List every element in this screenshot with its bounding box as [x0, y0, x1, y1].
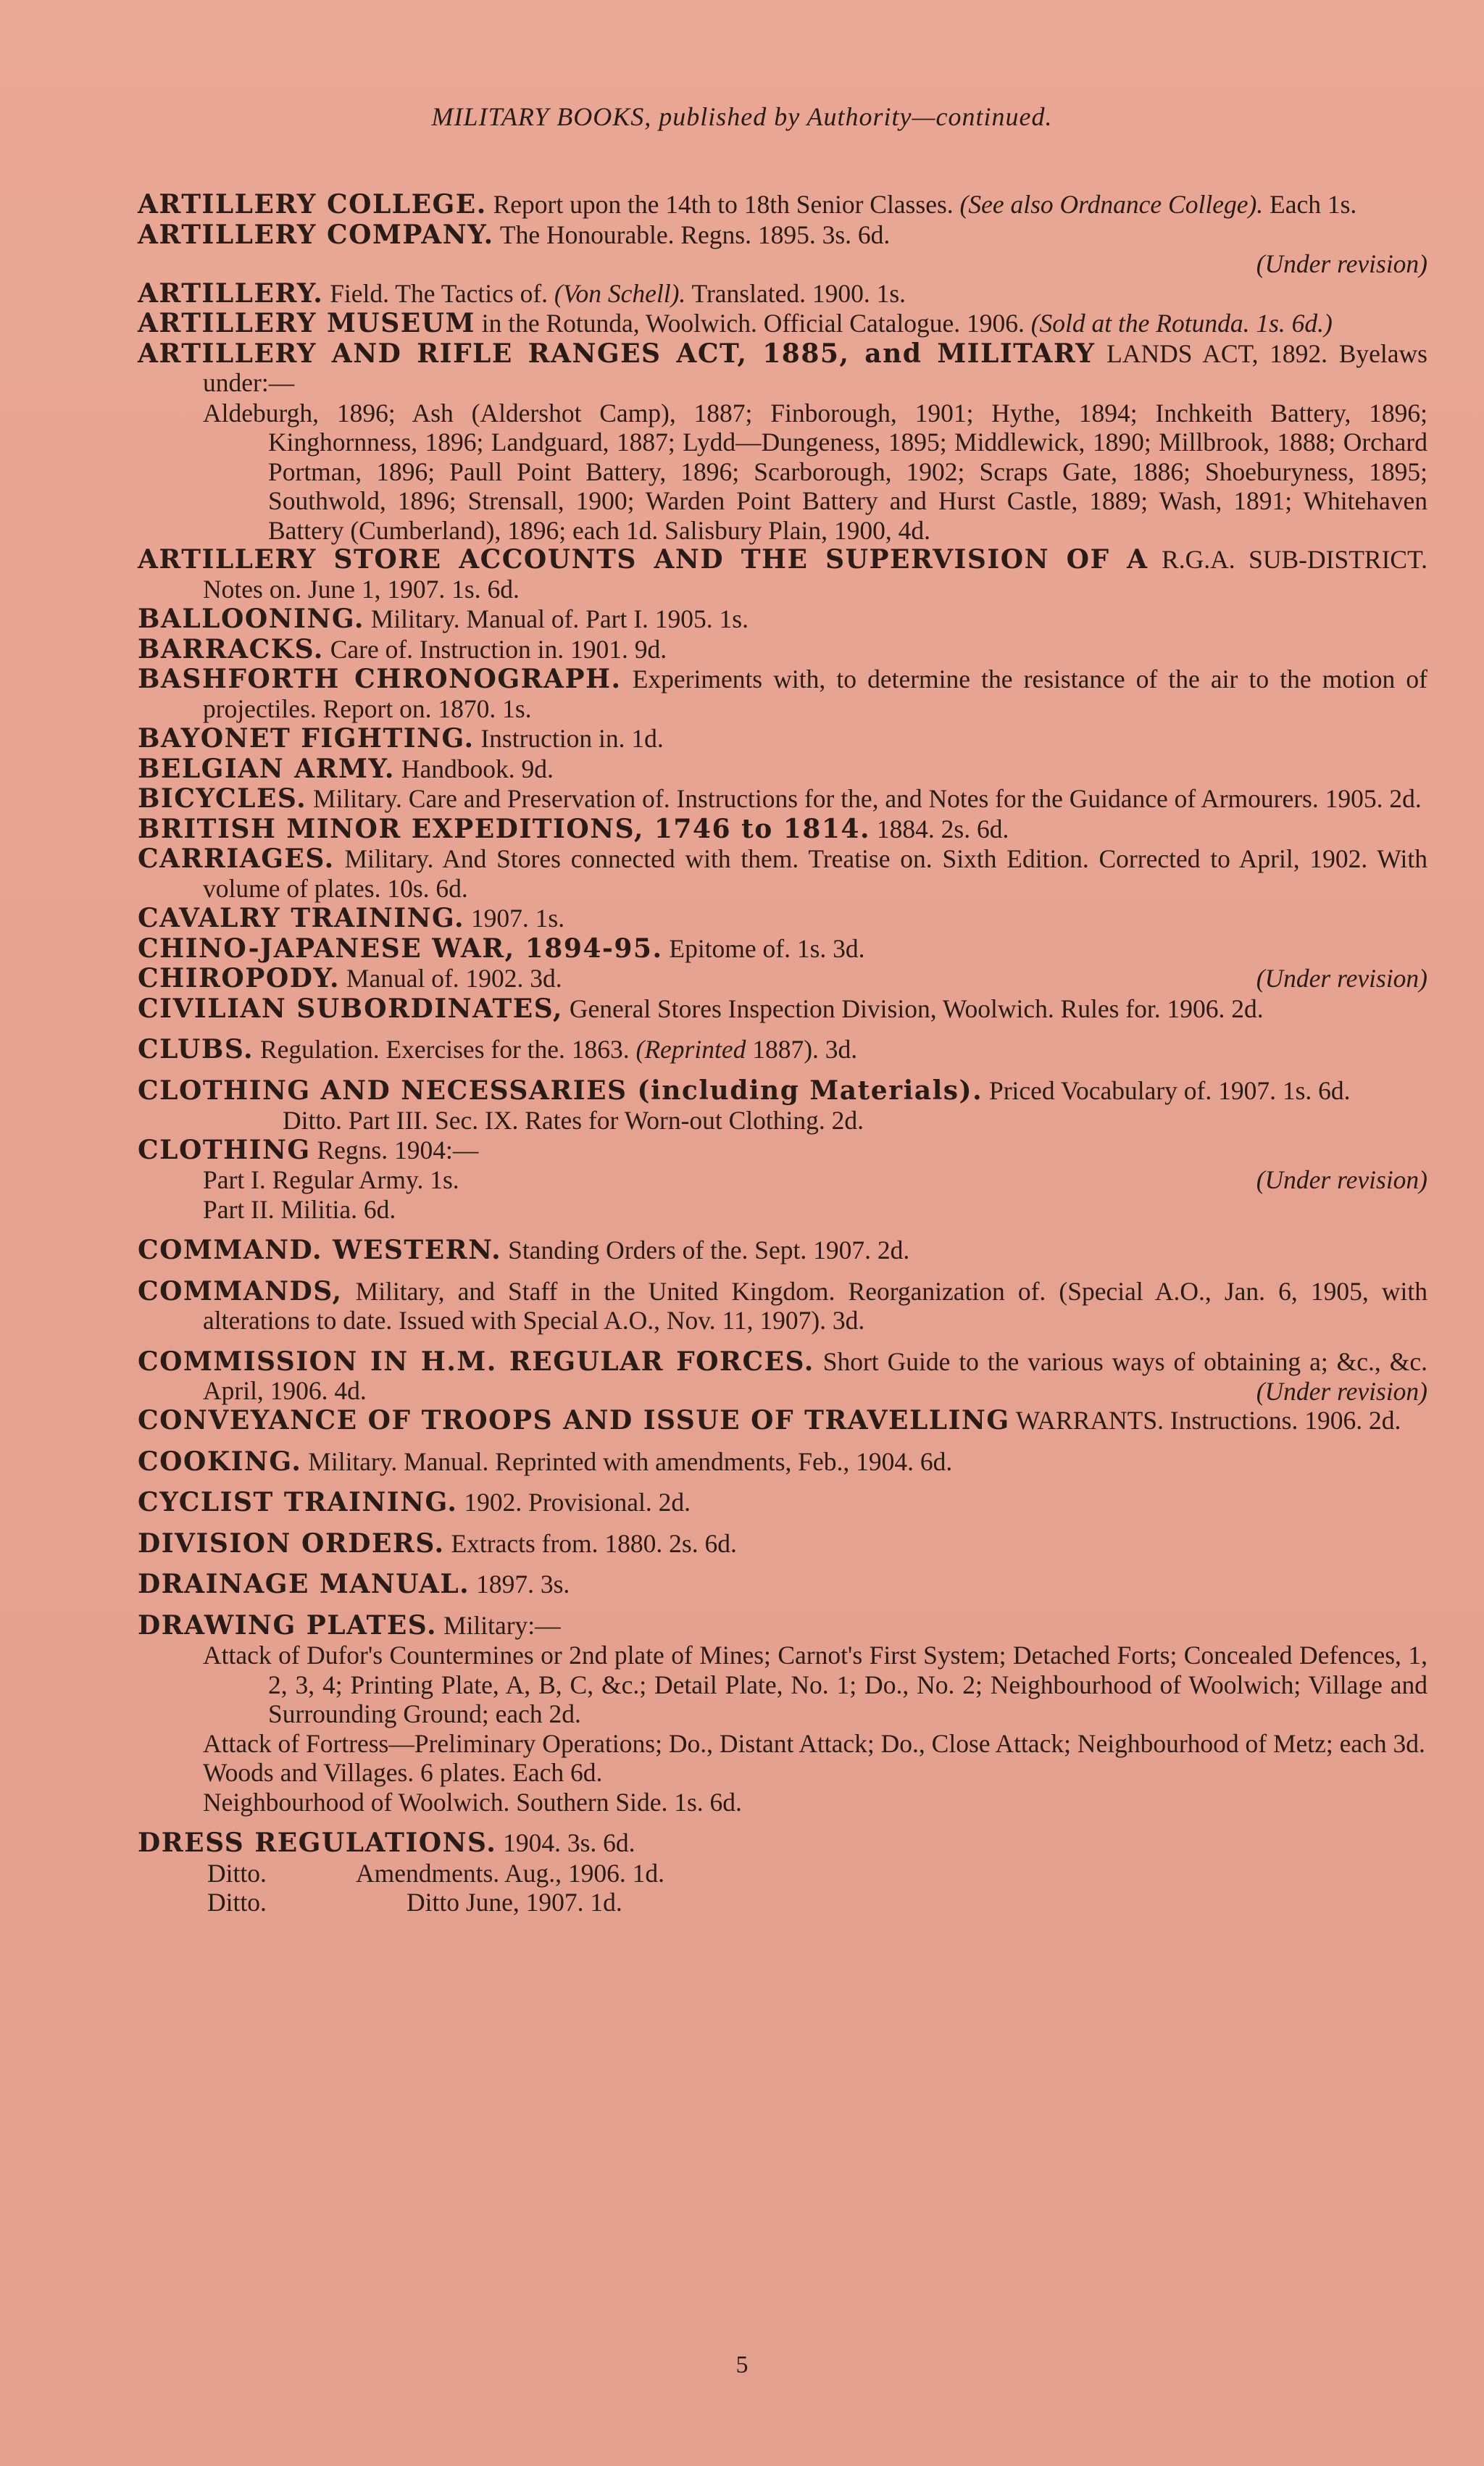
entry-text: Short Guide to the various ways of obtaining a; &c., &c. April, 1906. 4d. [203, 1346, 1427, 1405]
entry-clothing-regns [138, 1136, 1427, 1165]
entry-heading: DRESS REGULATIONS. [138, 1828, 497, 1858]
ranges-list: Aldeburgh, 1896; Ash (Aldershot Camp), 1887; Finborough, 1901; Hythe, 1894; Inchkeith Battery, 1896; Kinghornness, 1896; Landguard, 1887; Lydd—Dungeness, 1895; Middlewick, 1890; Millbrook, 1888; Orchard Portman, 1896; Paull Point Battery, 1896; Scarborough, 1902; Scraps Gate, 1886; Shoeburyness, 1895; Southwold, 1896; Strensall, 1900; Warden Point Battery and Hurst Castle, 1889; Wash, 1891; Whitehaven Battery (Cumberland), 1896; each 1d. Salisbury Plain, 1900, 4d. [203, 398, 1427, 545]
entry-text: Handbook. 9d. [394, 754, 554, 783]
entry-text: Military. Manual. Reprinted with amendments, Feb., 1904. 6d. [301, 1446, 953, 1476]
entry-heading: BASHFORTH CHRONOGRAPH. [138, 664, 622, 694]
entry-text: 1904. 3s. 6d. [496, 1828, 635, 1857]
entry-italic: (See also Ordnance College). [959, 190, 1264, 219]
entry-clubs [138, 1035, 1427, 1065]
entry-store-accounts [138, 545, 1427, 604]
entry-text: Regns. 1904:— [310, 1135, 479, 1165]
entry-heading: ARTILLERY. [138, 278, 324, 309]
entry-text: Military. And Stores connected with them. Treatise on. Sixth Edition. Corrected to April, 1902. With volume of plates. 10s. 6d. [203, 844, 1427, 903]
entry-text: WARRANTS. Instructions. 1906. 2d. [1009, 1406, 1401, 1435]
entry-heading: COMMISSION IN H.M. REGULAR FORCES. [138, 1346, 814, 1377]
entry-heading: ARTILLERY STORE ACCOUNTS AND THE SUPERVISION OF A [138, 544, 1149, 575]
revision-note: (Under revision) [1256, 249, 1427, 278]
entry-heading: BAYONET FIGHTING. [138, 723, 475, 754]
entry-commands [138, 1277, 1427, 1336]
entry-text: R.G.A. SUB-DISTRICT. Notes on. June 1, 1907. 1s. 6d. [203, 545, 1427, 604]
entry-heading: BARRACKS. [138, 633, 324, 665]
entry-heading: CLUBS. [138, 1034, 254, 1065]
ditto-label: Ditto. [207, 1888, 267, 1917]
entry-text: Translated. 1900. 1s. [685, 278, 906, 308]
entry-text: Military, and Staff in the United Kingdom. Reorganization of. (Special A.O., Jan. 6, 1905, with alterations to date. Issued with Special A.O., Nov. 11, 1907). 3d. [203, 1276, 1427, 1335]
entry-text: Military:— [437, 1610, 561, 1640]
revision-note: (Under revision) [1256, 964, 1427, 993]
entry-civilian-subordinates [138, 994, 1427, 1024]
entry-italic: (Reprinted [635, 1035, 746, 1064]
clothing-part-text: Part I. Regular Army. 1s. [203, 1165, 459, 1194]
entry-cyclist-training [138, 1488, 1427, 1517]
page-number: 5 [735, 2352, 749, 2378]
entry-heading: BALLOONING. [138, 604, 364, 634]
entry-bicycles [138, 784, 1427, 814]
entry-heading: COMMAND. WESTERN. [138, 1235, 502, 1265]
entry-heading: CHIROPODY. [138, 963, 341, 994]
dress-ditto-1 [138, 1859, 1427, 1888]
entry-belgian-army [138, 754, 1427, 784]
drawing-plates-item: Woods and Villages. 6 plates. Each 6d. [203, 1758, 603, 1787]
entry-heading: COMMANDS, [138, 1275, 343, 1307]
entry-drainage-manual [138, 1570, 1427, 1599]
clothing-ditto: Ditto. Part III. Sec. IX. Rates for Worn-out Clothing. 2d. [283, 1106, 864, 1135]
entry-text: in the Rotunda, Woolwich. Official Catalogue. 1906. [475, 309, 1031, 338]
entry-division-orders [138, 1529, 1427, 1559]
entry-text: Regulation. Exercises for the. 1863. [254, 1035, 636, 1064]
entry-text: General Stores Inspection Division, Woolwich. Rules for. 1906. 2d. [562, 994, 1264, 1023]
page-header: MILITARY BOOKS, published by Authority—continued. [431, 102, 1053, 131]
entry-italic: (Sold at the Rotunda. 1s. 6d.) [1030, 309, 1333, 338]
entry-heading: CARRIAGES. [138, 843, 335, 874]
entry-artillery-company [138, 220, 1427, 250]
entry-text: The Honourable. Regns. 1895. 3s. 6d. [493, 220, 891, 249]
entry-text: Instruction in. 1d. [474, 724, 664, 753]
entry-heading: CAVALRY TRAINING. [138, 903, 465, 933]
entry-heading: CYCLIST TRAINING. [138, 1487, 458, 1517]
entry-heading: DRAWING PLATES. [138, 1609, 438, 1641]
entry-text: Military. Manual of. Part I. 1905. 1s. [364, 604, 749, 633]
entry-chiropody [138, 964, 1427, 994]
entry-heading: ARTILLERY MUSEUM [138, 308, 475, 338]
entry-artillery-field [138, 279, 1427, 309]
entry-ranges-act [138, 339, 1427, 398]
clothing-part-2 [138, 1195, 1427, 1225]
entry-heading: ARTILLERY COMPANY. [138, 219, 494, 250]
entry-text: Standing Orders of the. Sept. 1907. 2d. [501, 1236, 910, 1265]
entry-british-minor-expeditions [138, 815, 1427, 844]
entry-heading: CLOTHING [138, 1134, 311, 1165]
revision-note: (Under revision) [1256, 1165, 1427, 1194]
entry-text: LANDS ACT, 1892. Byelaws under:— [203, 338, 1427, 397]
entry-text: Each 1s. [1263, 190, 1357, 219]
entry-text: 1897. 3s. [470, 1570, 570, 1599]
entry-bayonet-fighting [138, 724, 1427, 754]
entry-text: Experiments with, to determine the resistance of the air to the motion of projectiles. Report on. 1870. 1s. [203, 665, 1427, 723]
entry-text: Epitome of. 1s. 3d. [662, 933, 865, 963]
entry-barracks [138, 635, 1427, 665]
entry-text: Report upon the 14th to 18th Senior Classes. [486, 190, 960, 219]
entry-text: 1907. 1s. [464, 904, 565, 933]
drawing-plates-item: Neighbourhood of Woolwich. Southern Side. 1s. 6d. [203, 1787, 742, 1817]
ditto-text: Ditto June, 1907. 1d. [407, 1888, 622, 1917]
entry-heading: CLOTHING AND NECESSARIES (including Materials). [138, 1075, 983, 1106]
entry-conveyance [138, 1406, 1427, 1436]
entry-clothing-necessaries [138, 1076, 1427, 1106]
entry-text: Extracts from. 1880. 2s. 6d. [444, 1528, 737, 1558]
clothing-part-1 [138, 1165, 1427, 1195]
entry-cooking [138, 1447, 1427, 1477]
entry-text: Manual of. 1902. 3d. [340, 964, 562, 993]
ditto-label: Ditto. [207, 1858, 267, 1888]
entry-heading: COOKING. [138, 1446, 302, 1477]
dress-ditto-2 [138, 1888, 1427, 1917]
entry-italic: (Von Schell). [554, 278, 686, 308]
entry-text: Care of. Instruction in. 1901. 9d. [323, 634, 667, 664]
entry-ballooning [138, 604, 1427, 634]
entry-text: 1887). 3d. [746, 1035, 858, 1064]
entry-heading: CIVILIAN SUBORDINATES, [138, 993, 563, 1024]
drawing-plates-item: Attack of Fortress—Preliminary Operations; Do., Distant Attack; Do., Close Attack; Neighbourhood of Metz; each 3d. [203, 1728, 1425, 1758]
clothing-part-text: Part II. Militia. 6d. [203, 1194, 396, 1224]
entry-text: Priced Vocabulary of. 1907. 1s. 6d. [983, 1075, 1351, 1105]
entry-text: 1884. 2s. 6d. [870, 814, 1009, 843]
entry-carriages [138, 844, 1427, 903]
entry-heading: ARTILLERY COLLEGE. [138, 189, 487, 220]
entry-heading: CONVEYANCE OF TROOPS AND ISSUE OF TRAVELLING [138, 1405, 1010, 1436]
entry-bashforth-chronograph [138, 665, 1427, 723]
entry-dress-regulations [138, 1828, 1427, 1858]
entry-text: Field. The Tactics of. [323, 278, 554, 308]
entry-heading: ARTILLERY AND RIFLE RANGES ACT, 1885, and MILITARY [138, 338, 1096, 369]
entry-cavalry-training [138, 904, 1427, 933]
entry-artillery-museum [138, 309, 1427, 338]
drawing-plates-item: Attack of Dufor's Countermines or 2nd plate of Mines; Carnot's First System; Detached Forts; Concealed Defences, 1, 2, 3, 4; Printing Plate, A, B, C, &c.; Detail Plate, No. 1; Do., No. 2; Neighbourhood of Woolwich; Village and Surrounding Ground; each 2d. [203, 1641, 1427, 1728]
entry-heading: BICYCLES. [138, 783, 307, 814]
entry-heading: BRITISH MINOR EXPEDITIONS, 1746 to 1814. [138, 813, 871, 844]
entry-command-western [138, 1236, 1427, 1265]
entry-chino-japanese-war [138, 934, 1427, 964]
catalogue-list [138, 190, 1427, 1917]
entry-heading: DIVISION ORDERS. [138, 1528, 445, 1559]
entry-artillery-college [138, 190, 1427, 220]
entry-text: Military. Care and Preservation of. Instructions for the, and Notes for the Guidance of Armourers. 1905. 2d. [307, 784, 1422, 813]
entry-heading: CHINO-JAPANESE WAR, 1894-95. [138, 933, 663, 964]
entry-text: 1902. Provisional. 2d. [457, 1488, 691, 1517]
entry-heading: DRAINAGE MANUAL. [138, 1569, 470, 1599]
revision-note: (Under revision) [1256, 1376, 1427, 1406]
entry-heading: BELGIAN ARMY. [138, 753, 395, 784]
ditto-text: Amendments. Aug., 1906. 1d. [356, 1858, 664, 1888]
entry-drawing-plates [138, 1611, 1427, 1641]
